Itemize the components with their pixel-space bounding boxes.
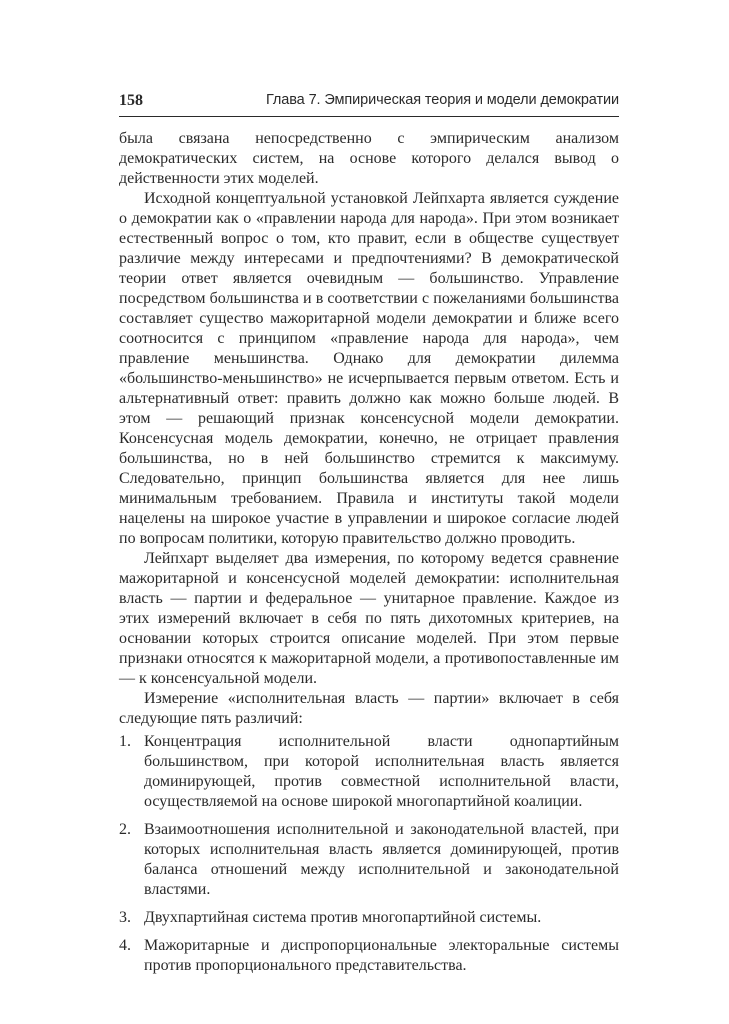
page-header xyxy=(119,90,619,117)
list-item-number: 3. xyxy=(119,909,131,926)
list-item-text: Мажоритарные и диспропорциональные электоральные системы против пропорционального представительства. xyxy=(144,937,619,974)
paragraph: была связана непосредственно с эмпирическим анализом демократических систем, на основе которого делался вывод о действенности этих моделей. xyxy=(119,130,619,187)
list-item-number: 2. xyxy=(119,821,131,838)
page-number: 158 xyxy=(119,92,143,109)
list-item-text: Концентрация исполнительной власти однопартийным большинством, при которой исполнительная власть является доминирующей, против совместной исполнительной власти, осуществляемой на основе широкой многопартийной коалиции. xyxy=(144,733,619,810)
paragraph: Лейпхарт выделяет два измерения, по которому ведется сравнение мажоритарной и консенсусной моделей демократии: исполнительная власть — партии и федеральное — унитарное правление. Каждое из этих измерений включает в себя по пять дихотомных критериев, на основании которых строится описание моделей. При этом первые признаки относятся к мажоритарной модели, а противопоставленные им — к консенсуальной модели. xyxy=(119,550,619,687)
numbered-list xyxy=(119,732,619,976)
list-item xyxy=(119,936,619,976)
list-item xyxy=(119,908,619,928)
list-item-text: Взаимоотношения исполнительной и законодательной властей, при которых исполнительная власть является доминирующей, против баланса отношений между исполнительной и законодательной властями. xyxy=(144,821,619,898)
paragraph: Исходной концептуальной установкой Лейпхарта является суждение о демократии как о «правлении народа для народа». При этом возникает естественный вопрос о том, кто правит, если в обществе существует различие между интересами и предпочтениями? В демократической теории ответ является очевидным — большинство. Управление посредством большинства и в соответствии с пожеланиями большинства составляет существо мажоритарной модели демократии и ближе всего соотносится с принципом «правление народа для народа», чем правление меньшинства. Однако для демократии дилемма «большинство-меньшинство» не исчерпывается первым ответом. Есть и альтернативный ответ: править должно как можно больше людей. В этом — решающий признак консенсусной модели демократии. Консенсусная модель демократии, конечно, не отрицает правления большинства, но в ней большинство стремится к максимуму. Следовательно, принцип большинства является для нее лишь минимальным требованием. Правила и институты такой модели нацелены на широкое участие в управлении и широкое согласие людей по вопросам политики, которую правительство должно проводить. xyxy=(119,190,619,547)
list-item xyxy=(119,820,619,900)
list-item-number: 4. xyxy=(119,937,131,954)
list-item-text: Двухпартийная система против многопартийной системы. xyxy=(144,909,542,926)
paragraph: Измерение «исполнительная власть — партии» включает в себя следующие пять различий: xyxy=(119,690,619,727)
list-item xyxy=(119,732,619,812)
list-item-number: 1. xyxy=(119,733,131,750)
body-text xyxy=(119,129,619,976)
running-head: Глава 7. Эмпирическая теория и модели демократии xyxy=(265,92,619,108)
